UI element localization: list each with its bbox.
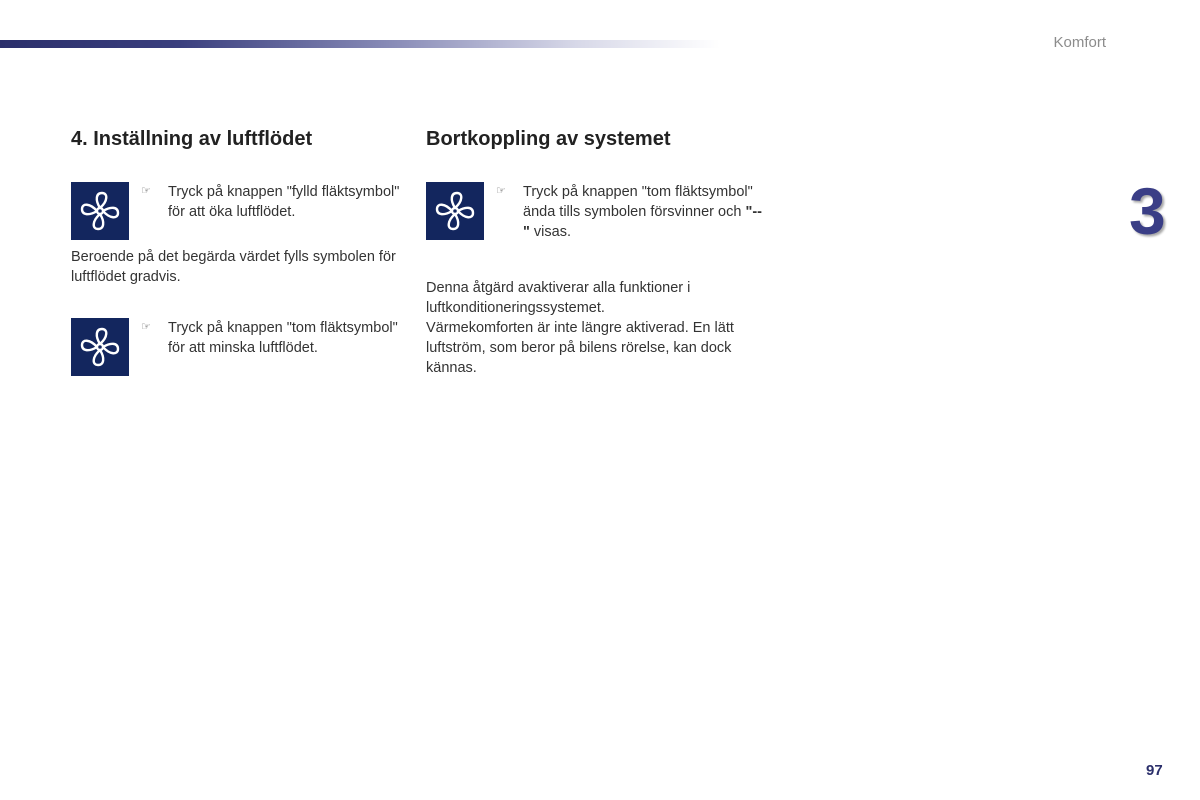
instruction-text-part: Tryck på knappen "tom fläktsymbol" ända tills symbolen försvinner och — [523, 184, 753, 220]
fan-empty-icon — [71, 318, 129, 376]
fan-filled-icon — [71, 182, 129, 240]
heading-airflow: 4. Inställning av luftflödet — [71, 128, 313, 150]
hand-pointer-icon: ☞ — [141, 321, 151, 333]
section-title: Komfort — [1053, 34, 1106, 51]
column-disconnect — [426, 126, 762, 376]
page-number: 97 — [1146, 762, 1163, 779]
header-gradient-bar — [0, 40, 720, 48]
instruction-text: Tryck på knappen "fylld fläktsymbol" för att öka luftflödet. — [168, 184, 400, 220]
column-airflow — [71, 126, 406, 356]
hand-pointer-icon: ☞ — [496, 185, 506, 197]
instruction-text — [523, 182, 763, 242]
paragraph-line: Värmekomforten är inte längre aktiverad. En lätt luftström, som beror på bilens rörelse, kan dock kännas. — [426, 320, 734, 376]
instruction-text: Tryck på knappen "tom fläktsymbol" för att minska luftflödet. — [168, 320, 398, 356]
dashes-symbol: "--" — [523, 204, 762, 240]
hand-pointer-icon: ☞ — [141, 185, 151, 197]
paragraph-deactivation — [426, 278, 751, 378]
instruction-text-part: visas. — [529, 224, 571, 240]
chapter-number: 3 — [1129, 174, 1166, 248]
heading-disconnect: Bortkoppling av systemet — [426, 128, 671, 150]
paragraph-gradual-fill: Beroende på det begärda värdet fylls symbolen för luftflödet gradvis. — [71, 249, 396, 285]
paragraph-line: Denna åtgärd avaktiverar alla funktioner i luftkonditioneringssystemet. — [426, 280, 691, 316]
fan-empty-icon — [426, 182, 484, 240]
